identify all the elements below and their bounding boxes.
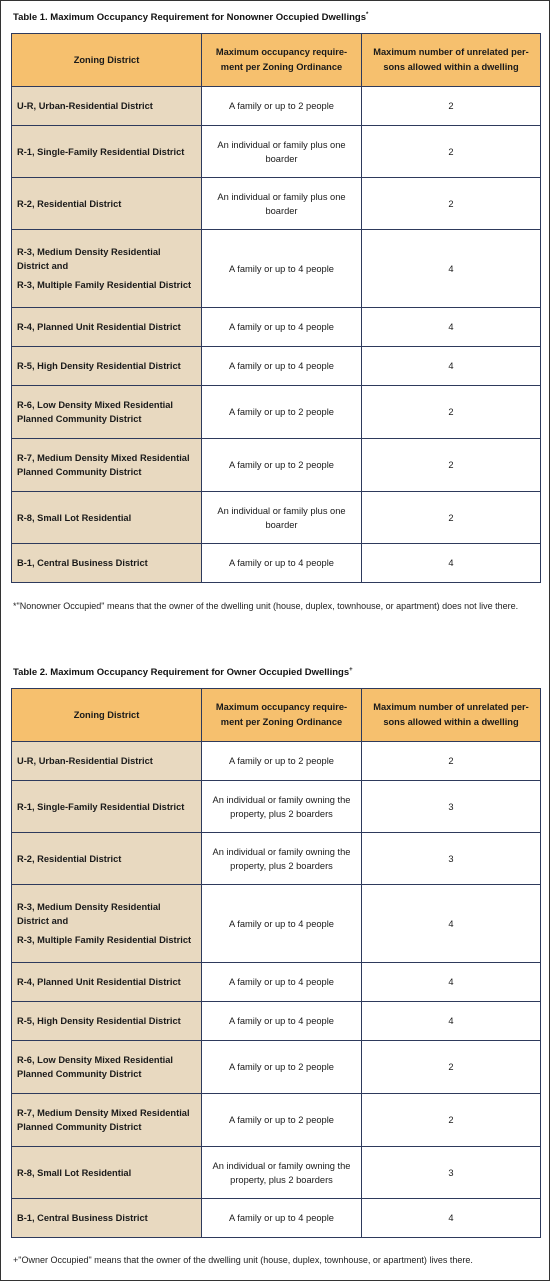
occupancy-requirement-cell: A family or up to 4 people [202, 544, 362, 583]
occupancy-requirement-cell: A family or up to 2 people [202, 742, 362, 781]
table2-body [12, 742, 541, 1238]
table1-header-occupancy: Maximum occupancy require-ment per Zoning Ordinance [202, 34, 362, 87]
zoning-district-name-line2: Planned Community District [17, 414, 142, 424]
zoning-district-name-line3: R-3, Multiple Family Residential District [17, 935, 192, 945]
zoning-district-cell [12, 492, 202, 544]
zoning-district-name: R-7, Medium Density Mixed Residential [17, 453, 190, 463]
zoning-district-name: B-1, Central Business District [17, 1213, 148, 1223]
zoning-district-cell [12, 230, 202, 308]
table-row [12, 308, 541, 347]
max-unrelated-persons-cell: 2 [362, 439, 541, 492]
zoning-district-cell [12, 742, 202, 781]
max-unrelated-persons-cell: 2 [362, 1041, 541, 1094]
table-row [12, 1199, 541, 1238]
zoning-district-cell [12, 347, 202, 386]
zoning-district-name: R-3, Medium Density Residential [17, 902, 161, 912]
table-row [12, 1147, 541, 1199]
max-unrelated-persons-cell: 2 [362, 386, 541, 439]
occupancy-requirement-cell: A family or up to 4 people [202, 1002, 362, 1041]
table1-header-max: Maximum number of unrelated per-sons allowed within a dwelling [362, 34, 541, 87]
table-row [12, 1094, 541, 1147]
table2 [11, 688, 541, 1238]
zoning-district-cell [12, 1002, 202, 1041]
occupancy-requirement-cell: A family or up to 4 people [202, 347, 362, 386]
occupancy-requirement-cell: A family or up to 2 people [202, 386, 362, 439]
occupancy-requirement-cell: An individual or family owning the property, plus 2 boarders [202, 781, 362, 833]
zoning-district-cell [12, 1199, 202, 1238]
table-row [12, 833, 541, 885]
occupancy-requirement-cell: An individual or family plus one boarder [202, 178, 362, 230]
occupancy-requirement-cell: A family or up to 2 people [202, 1094, 362, 1147]
table1-caption-mark: * [365, 12, 369, 18]
table-row [12, 963, 541, 1002]
occupancy-requirement-cell: A family or up to 2 people [202, 1041, 362, 1094]
table-row [12, 885, 541, 963]
max-unrelated-persons-cell: 4 [362, 963, 541, 1002]
max-unrelated-persons-cell: 3 [362, 781, 541, 833]
max-unrelated-persons-cell: 2 [362, 178, 541, 230]
zoning-district-name: R-1, Single-Family Residential District [17, 146, 185, 157]
max-unrelated-persons-cell: 3 [362, 1147, 541, 1199]
table-row [12, 781, 541, 833]
zoning-district-name-line3: R-3, Multiple Family Residential District [17, 280, 192, 290]
zoning-district-name: R-7, Medium Density Mixed Residential [17, 1108, 190, 1118]
table-row [12, 1041, 541, 1094]
zoning-district-name: R-3, Medium Density Residential [17, 247, 161, 257]
table-row [12, 439, 541, 492]
zoning-district-cell [12, 544, 202, 583]
zoning-district-cell [12, 386, 202, 439]
zoning-district-name: B-1, Central Business District [17, 558, 148, 568]
table-row [12, 347, 541, 386]
table1-body [12, 87, 541, 583]
max-unrelated-persons-cell: 2 [362, 126, 541, 178]
zoning-district-name-line2: Planned Community District [17, 1122, 142, 1132]
zoning-district-name: R-2, Residential District [17, 198, 122, 209]
zoning-district-cell [12, 963, 202, 1002]
table2-footnote: +"Owner Occupied" means that the owner of the dwelling unit (house, duplex, townhouse, or apartment) lives there. [13, 1255, 473, 1265]
max-unrelated-persons-cell: 4 [362, 308, 541, 347]
zoning-district-name-line2: Planned Community District [17, 467, 142, 477]
table1-header-zone: Zoning District [12, 34, 202, 87]
occupancy-requirement-cell: An individual or family owning the property, plus 2 boarders [202, 1147, 362, 1199]
table2-header-occupancy: Maximum occupancy require-ment per Zoning Ordinance [202, 689, 362, 742]
zoning-district-cell [12, 1147, 202, 1199]
zoning-district-cell [12, 87, 202, 126]
occupancy-requirement-cell: A family or up to 2 people [202, 439, 362, 492]
table2-caption-text: Table 2. Maximum Occupancy Requirement for Owner Occupied Dwellings [13, 667, 350, 679]
table2-header-zone: Zoning District [12, 689, 202, 742]
zoning-district-cell [12, 1094, 202, 1147]
table-row [12, 492, 541, 544]
zoning-district-cell [12, 178, 202, 230]
zoning-district-name: R-6, Low Density Mixed Residential [17, 1055, 174, 1065]
zoning-district-cell [12, 781, 202, 833]
table1-caption [13, 12, 368, 23]
zoning-district-name: R-4, Planned Unit Residential District [17, 322, 181, 332]
max-unrelated-persons-cell: 4 [362, 230, 541, 308]
zoning-district-name: U-R, Urban-Residential District [17, 101, 153, 111]
occupancy-requirement-cell: A family or up to 2 people [202, 87, 362, 126]
zoning-district-name-line2: District and [17, 261, 69, 271]
occupancy-requirement-cell: A family or up to 4 people [202, 308, 362, 347]
table-row [12, 126, 541, 178]
max-unrelated-persons-cell: 2 [362, 1094, 541, 1147]
zoning-district-name: R-4, Planned Unit Residential District [17, 977, 181, 987]
max-unrelated-persons-cell: 2 [362, 742, 541, 781]
occupancy-requirement-cell: A family or up to 4 people [202, 1199, 362, 1238]
table1-caption-text: Table 1. Maximum Occupancy Requirement for Nonowner Occupied Dwellings [13, 12, 366, 24]
max-unrelated-persons-cell: 4 [362, 1199, 541, 1238]
table2-caption-mark: + [349, 667, 353, 673]
max-unrelated-persons-cell: 4 [362, 544, 541, 583]
zoning-district-name: R-2, Residential District [17, 853, 122, 864]
zoning-district-cell [12, 1041, 202, 1094]
max-unrelated-persons-cell: 2 [362, 492, 541, 544]
max-unrelated-persons-cell: 4 [362, 347, 541, 386]
table1 [11, 33, 541, 583]
occupancy-requirement-cell: An individual or family owning the property, plus 2 boarders [202, 833, 362, 885]
table2-caption [13, 667, 353, 678]
occupancy-requirement-cell: An individual or family plus one boarder [202, 492, 362, 544]
table-row [12, 87, 541, 126]
zoning-district-name: R-5, High Density Residential District [17, 1016, 181, 1026]
occupancy-requirement-cell: A family or up to 4 people [202, 230, 362, 308]
table-row [12, 178, 541, 230]
zoning-district-name-line2: District and [17, 916, 69, 926]
table-row [12, 1002, 541, 1041]
zoning-district-name: R-6, Low Density Mixed Residential [17, 400, 174, 410]
zoning-district-cell [12, 439, 202, 492]
table1-header-row [12, 34, 541, 87]
max-unrelated-persons-cell: 4 [362, 1002, 541, 1041]
max-unrelated-persons-cell: 4 [362, 885, 541, 963]
occupancy-requirement-cell: A family or up to 4 people [202, 963, 362, 1002]
zoning-district-name: U-R, Urban-Residential District [17, 756, 153, 766]
zoning-district-name: R-5, High Density Residential District [17, 361, 181, 371]
zoning-district-name: R-8, Small Lot Residential [17, 1167, 132, 1178]
table-row [12, 230, 541, 308]
table1-footnote: *"Nonowner Occupied" means that the owner of the dwelling unit (house, duplex, townhouse, or apartment) does not live there. [13, 601, 519, 611]
zoning-district-cell [12, 885, 202, 963]
occupancy-requirement-cell: An individual or family plus one boarder [202, 126, 362, 178]
table-row [12, 544, 541, 583]
zoning-district-cell [12, 833, 202, 885]
zoning-district-name: R-1, Single-Family Residential District [17, 801, 185, 812]
table2-header-row [12, 689, 541, 742]
zoning-district-name-line2: Planned Community District [17, 1069, 142, 1079]
occupancy-requirement-cell: A family or up to 4 people [202, 885, 362, 963]
zoning-district-name: R-8, Small Lot Residential [17, 512, 132, 523]
table2-header-max: Maximum number of unrelated per-sons allowed within a dwelling [362, 689, 541, 742]
max-unrelated-persons-cell: 2 [362, 87, 541, 126]
table-row [12, 386, 541, 439]
max-unrelated-persons-cell: 3 [362, 833, 541, 885]
zoning-district-cell [12, 126, 202, 178]
zoning-district-cell [12, 308, 202, 347]
table-row [12, 742, 541, 781]
